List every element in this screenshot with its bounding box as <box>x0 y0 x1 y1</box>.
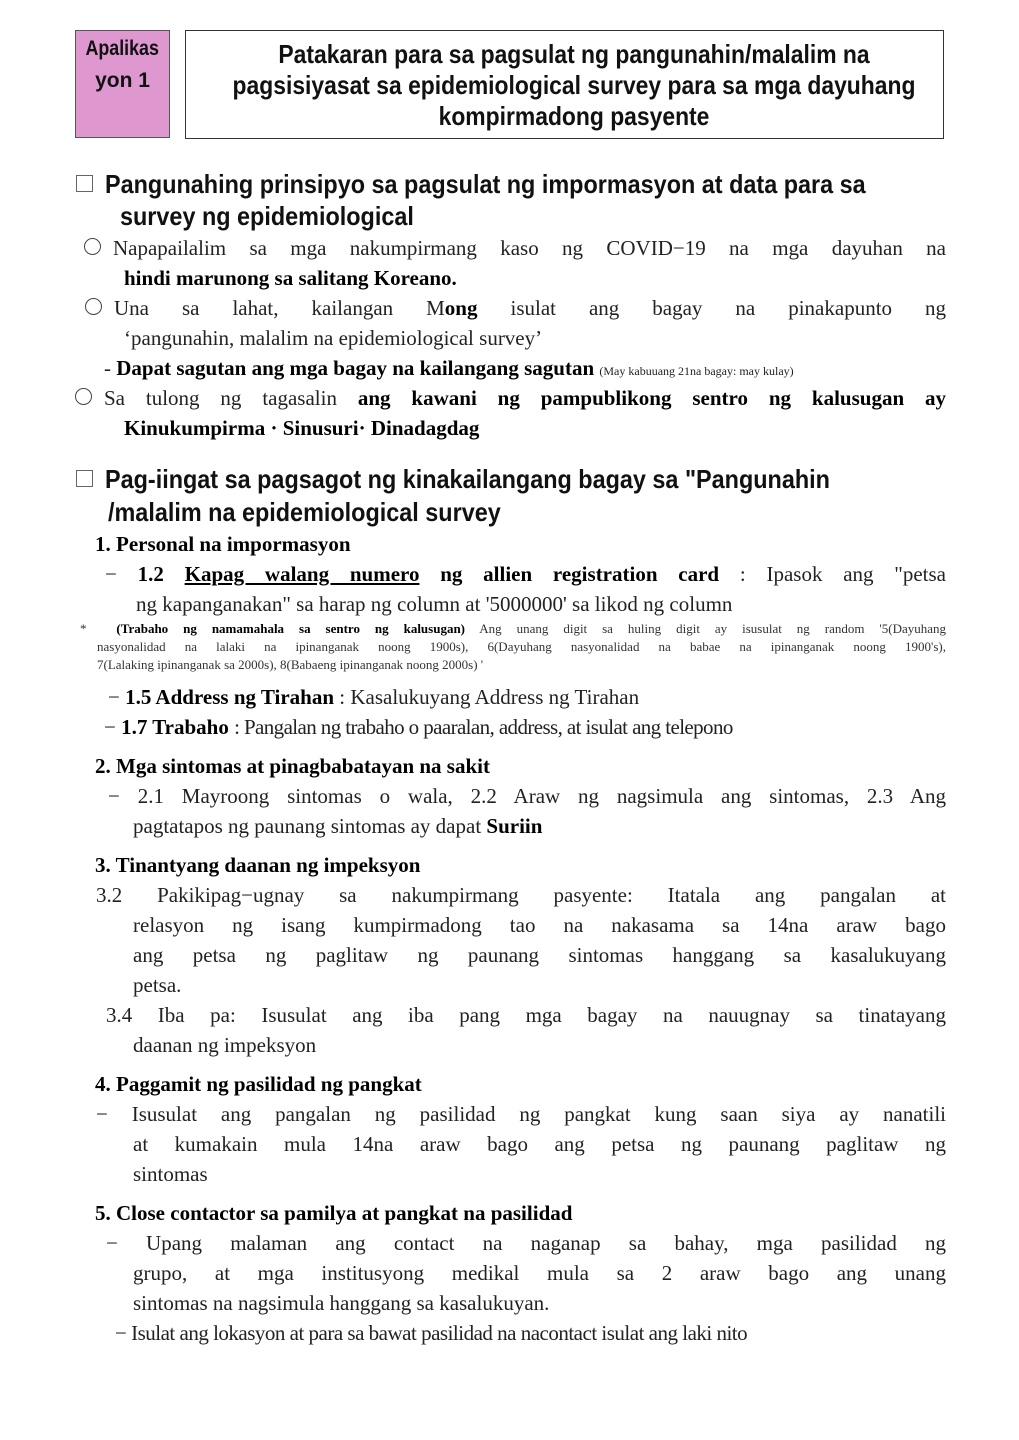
title-line-2: pagsisiyasat sa epidemiological survey para sa mga dayuhang <box>232 70 916 100</box>
checkbox-square-icon <box>76 470 93 487</box>
item4-title: 4. Paggamit ng pasilidad ng pangkat <box>95 1072 422 1096</box>
item4-line1: − Isusulat ang pangalan ng pasilidad ng pangkat kung saan siya ay nanatili <box>96 1102 946 1126</box>
item4-line2: at kumakain mula 14na araw bago ang petsa ng paunang paglitaw ng <box>133 1132 946 1156</box>
section2-heading: Pag-iingat sa pagsagot ng kinakailangang bagay sa "Pangunahin <box>76 463 911 495</box>
item5-line2: grupo, at mga institusyong medikal mula sa 2 araw bago ang unang <box>133 1261 946 1285</box>
document-title <box>185 30 944 139</box>
item2-line1: − 2.1 Mayroong sintomas o wala, 2.2 Araw ng nagsimula ang sintomas, 2.3 Ang <box>108 784 947 808</box>
circle-bullet-icon <box>75 388 92 405</box>
item1-7: − 1.7 Trabaho : Pangalan ng trabaho o paaralan, address, at isulat ang telepono <box>104 715 733 739</box>
item5-line4: − Isulat ang lokasyon at para sa bawat pasilidad na nacontact isulat ang laki nito <box>115 1321 748 1345</box>
item3-2: 3.2 Pakikipag−ugnay sa nakumpirmang pasyente: Itatala ang pangalan at <box>96 883 946 907</box>
item2-line2: pagtatapos ng paunang sintomas ay dapat Suriin <box>133 814 543 838</box>
footnote: * (Trabaho ng namamahala sa sentro ng kalusugan) Ang unang digit sa huling digit ay isusulat ng random '5(Dayuhang nasyonalidad na lalaki na ipinanganak noong 1900s), 6(Dayuhang nasyonalidad na babae na ipinanganak noong 1900's), 7(Lalaking ipinanganak sa 2000s), 8(Babaeng ipinanganak noong 2000s) ' <box>80 621 947 672</box>
appendix-label-line1: Apalikas <box>85 37 160 60</box>
section2-heading-cont: /malalim na epidemiological survey <box>108 497 501 527</box>
item3-2-line2: relasyon ng isang kumpirmadong tao na nakasama sa 14na araw bago <box>133 913 946 937</box>
item2-title: 2. Mga sintomas at pinagbabatayan na sakit <box>95 754 490 778</box>
checkbox-square-icon <box>76 175 93 192</box>
item1-2-cont: ng kapanganakan" sa harap ng column at '5000000' sa likod ng column <box>136 592 733 616</box>
appendix-label <box>75 30 170 138</box>
bullet-1: Napapailalim sa mga nakumpirmang kaso ng COVID−19 na mga dayuhan na <box>84 233 946 263</box>
circle-bullet-icon <box>85 298 102 315</box>
item3-title: 3. Tinantyang daanan ng impeksyon <box>95 853 421 877</box>
item3-2-line4: petsa. <box>133 973 182 997</box>
item5-line3: sintomas na nagsimula hanggang sa kasalukuyan. <box>133 1291 550 1315</box>
bullet-1-cont: hindi marunong sa salitang Koreano. <box>124 266 457 290</box>
item3-2-line3: ang petsa ng paglitaw ng paunang sintomas hanggang sa kasalukuyang <box>133 943 946 967</box>
item1-2: − 1.2 Kapag walang numero ng allien registration card : Ipasok ang "petsa <box>105 562 947 586</box>
circle-bullet-icon <box>84 238 101 255</box>
item3-4: 3.4 Iba pa: Isusulat ang iba pang mga bagay na nauugnay sa tinatayang <box>106 1003 946 1027</box>
bullet-3: Sa tulong ng tagasalin ang kawani ng pampublikong sentro ng kalusugan ay <box>75 383 946 413</box>
title-line-3: kompirmadong pasyente <box>438 101 710 131</box>
item1-title: 1. Personal na impormasyon <box>95 532 351 556</box>
section1-heading: Pangunahing prinsipyo sa pagsulat ng impormasyon at data para sa <box>76 168 950 200</box>
section1-heading-cont: survey ng epidemiological <box>120 201 414 231</box>
bullet-2: Una sa lahat, kailangan Mong isulat ang bagay na pinakapunto ng <box>85 293 946 323</box>
item1-5: − 1.5 Address ng Tirahan : Kasalukuyang Address ng Tirahan <box>108 685 640 709</box>
item5-title: 5. Close contactor sa pamilya at pangkat na pasilidad <box>95 1201 573 1225</box>
appendix-label-line2: yon 1 <box>95 69 150 92</box>
bullet-2-cont: ‘pangunahin, malalim na epidemiological survey’ <box>124 326 543 350</box>
bullet-2-sub: - Dapat sagutan ang mga bagay na kailangang sagutan (May kabuuang 21na bagay: may kulay) <box>104 356 794 380</box>
item3-4-line2: daanan ng impeksyon <box>133 1033 317 1057</box>
item5-line1: − Upang malaman ang contact na naganap sa bahay, mga pasilidad ng <box>106 1231 946 1255</box>
item4-line3: sintomas <box>133 1162 208 1186</box>
bullet-3-cont: Kinukumpirma · Sinusuri· Dinadagdag <box>124 416 480 440</box>
title-line-1: Patakaran para sa pagsulat ng pangunahin/malalim na <box>278 39 870 69</box>
